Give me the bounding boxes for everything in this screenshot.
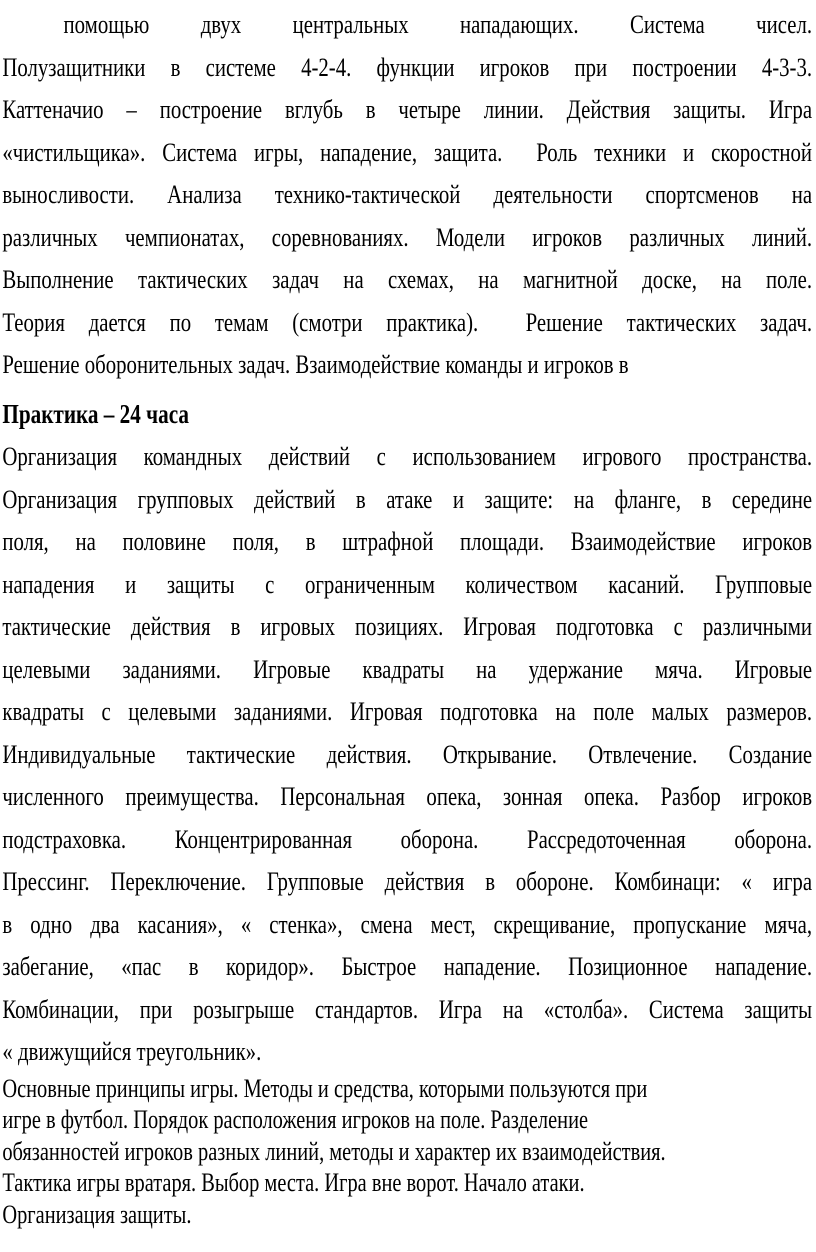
practice-hours-heading: Практика – 24 часа (2, 398, 189, 429)
text-line: выносливости. Анализа технико-тактической деятельности спортсменов на (2, 179, 813, 209)
paragraph-practice-content (2, 435, 812, 1073)
text-line: Организация командных действий с использованием игрового пространства. (2, 441, 813, 471)
text-line: Прессинг. Переключение. Групповые действия в обороне. Комбинаци: « игра (2, 866, 813, 896)
text-line: в одно два касания», « стенка», смена мест, скрещивание, пропускание мяча, (2, 908, 813, 939)
text-line: численного преимущества. Персональная опека, зонная опека. Разбор игроков (2, 781, 813, 811)
text-line: тактические действия в игровых позициях. Игровая подготовка с различными (2, 611, 813, 641)
text-line: поля, на половине поля, в штрафной площади. Взаимодействие игроков (2, 526, 813, 556)
paragraph-game-principles (2, 1073, 812, 1231)
text-line: целевыми заданиями. Игровые квадраты на удержание мяча. Игровые (2, 653, 813, 684)
text-line: Организация групповых действий в атаке и защите: на фланге, в середине (2, 483, 813, 514)
text-line: Индивидуальные тактические действия. Открывание. Отвлечение. Создание (2, 738, 813, 769)
text-line: различных чемпионатах, соревнованиях. Модели игроков различных линий. (2, 221, 813, 252)
text-line: игре в футбол. Порядок расположения игроков на поле. Разделение (2, 1105, 589, 1135)
text-line: «чистильщика». Система игры, нападение, защита. Роль техники и скоростной (2, 136, 813, 167)
text-line: Решение оборонительных задач. Взаимодействие команды и игроков в (2, 349, 629, 379)
text-line: забегание, «пас в коридор». Быстрое нападение. Позиционное нападение. (2, 951, 813, 981)
text-line: подстраховка. Концентрированная оборона. Рассредоточенная оборона. (2, 823, 813, 854)
text-line: нападения и защиты с ограниченным количеством касаний. Групповые (2, 568, 813, 599)
text-line: « движущийся треугольник». (2, 1036, 262, 1066)
text-line: Основные принципы игры. Методы и средства, которыми пользуются при (2, 1073, 648, 1103)
text-line: Тактика игры вратаря. Выбор места. Игра вне ворот. Начало атаки. (2, 1168, 585, 1198)
text-line: Выполнение тактических задач на схемах, на магнитной доске, на поле. (2, 264, 813, 294)
paragraph-tactics-theory (2, 3, 812, 386)
text-line: Комбинации, при розыгрыше стандартов. Игра на «столба». Система защиты (2, 993, 813, 1024)
text-line: Полузащитники в системе 4-2-4. функции игроков при построении 4-3-3. (2, 51, 813, 82)
text-line: обязанностей игроков разных линий, методы и характер их взаимодействия. (2, 1136, 666, 1166)
text-line: помощью двух центральных нападающих. Система чисел. (63, 9, 813, 39)
text-line: Теория дается по темам (смотри практика). Решение тактических задач. (2, 306, 813, 337)
text-line: квадраты с целевыми заданиями. Игровая подготовка на поле малых размеров. (2, 696, 813, 726)
text-line: Каттеначио – построение вглубь в четыре линии. Действия защиты. Игра (2, 94, 813, 124)
text-line: Организация защиты. (2, 1199, 192, 1229)
